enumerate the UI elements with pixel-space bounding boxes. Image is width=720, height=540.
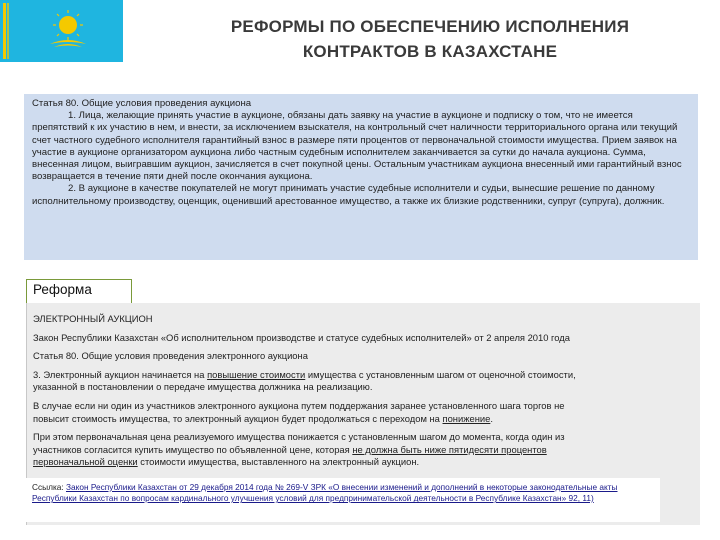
- source-prefix: Ссылка:: [32, 482, 66, 492]
- reform-point-5-end: первоначальной оценки стоимости имущества, выставленного на электронный аукцион.: [33, 456, 420, 468]
- flag-icon: [0, 0, 123, 62]
- title-line-2: КОНТРАКТОВ В КАЗАХСТАНЕ: [302, 42, 558, 61]
- kazakhstan-flag-image: [0, 0, 123, 62]
- page-title: [150, 14, 710, 64]
- article-paragraph-2: 2. В аукционе в качестве покупателей не могут принимать участие судебные исполнители и судьи, вынесшие решение по данному исполнительному производству, оценщик, оценивший арестованное имущество, а также их близкие родственники, супруг (супруга), должник.: [32, 183, 665, 207]
- reform-point-3: 3. Электронный аукцион начинается на повышение стоимости имущества с установленным шагом от оценочной стоимости,: [33, 368, 576, 380]
- reform-law: Закон Республики Казахстан «Об исполнительном производстве и статусе судебных исполнителей» от 2 апреля 2010 года: [33, 331, 570, 343]
- reform-point-5: При этом первоначальная цена реализуемого имущества понижается с установленным шагом до момента, когда один из: [33, 431, 565, 443]
- source-reference: [26, 478, 660, 522]
- article-heading: Статья 80. Общие условия проведения аукциона: [32, 98, 252, 109]
- original-article-box: [24, 94, 698, 260]
- source-link[interactable]: Закон Республики Казахстан от 29 декабря 2014 года № 269-V ЗРК «О внесении изменений и дополнений в некоторые законодательные акты Республики Казахстан по вопросам кардинального улучшения условий для предпринимательской деятельности в Республике Казахстан» 92, 11): [32, 482, 618, 504]
- reform-subtitle: ЭЛЕКТРОННЫЙ АУКЦИОН: [33, 313, 153, 324]
- article-paragraph-1: 1. Лица, желающие принять участие в аукционе, обязаны дать заявку на участие в аукционе и подписку о том, что не имеется препятствий к их участию в нем, и внести, за исключением взыскателя, на контрольный счет наличности территориального органа или текущий счет частного судебного исполнителя гарантийный взнос в размере пяти процентов от первоначальной стоимости имущества. Прием заявок на участие в аукционе организатором аукциона либо частным судебным исполнителем заканчивается за сутки до начала аукциона. Сумма, внесенная лицом, выигравшим аукцион, зачисляется в счет покупной цены. Остальным участникам аукциона внесенный ими гарантийный взнос возвращается в течение пяти дней после окончания аукциона.: [32, 110, 682, 183]
- reform-point-4-cont: повысит стоимость имущества, то электронный аукцион будет продолжаться с переходом на понижение.: [33, 412, 493, 424]
- reform-article-heading: Статья 80. Общие условия проведения электронного аукциона: [33, 350, 308, 362]
- title-line-1: РЕФОРМЫ ПО ОБЕСПЕЧЕНИЮ ИСПОЛНЕНИЯ: [230, 17, 630, 36]
- reform-label: Реформа: [26, 279, 132, 305]
- reform-point-5-cont: участников согласится купить имущество по объявленной цене, которая не должна быть ниже пятидесяти процентов: [33, 443, 547, 455]
- reform-point-4: В случае если ни один из участников электронного аукциона путем поддержания заранее установленного шага торгов не: [33, 399, 565, 411]
- reform-point-3-cont: указанной в постановлении о передаче имущества должника на реализацию.: [33, 381, 373, 393]
